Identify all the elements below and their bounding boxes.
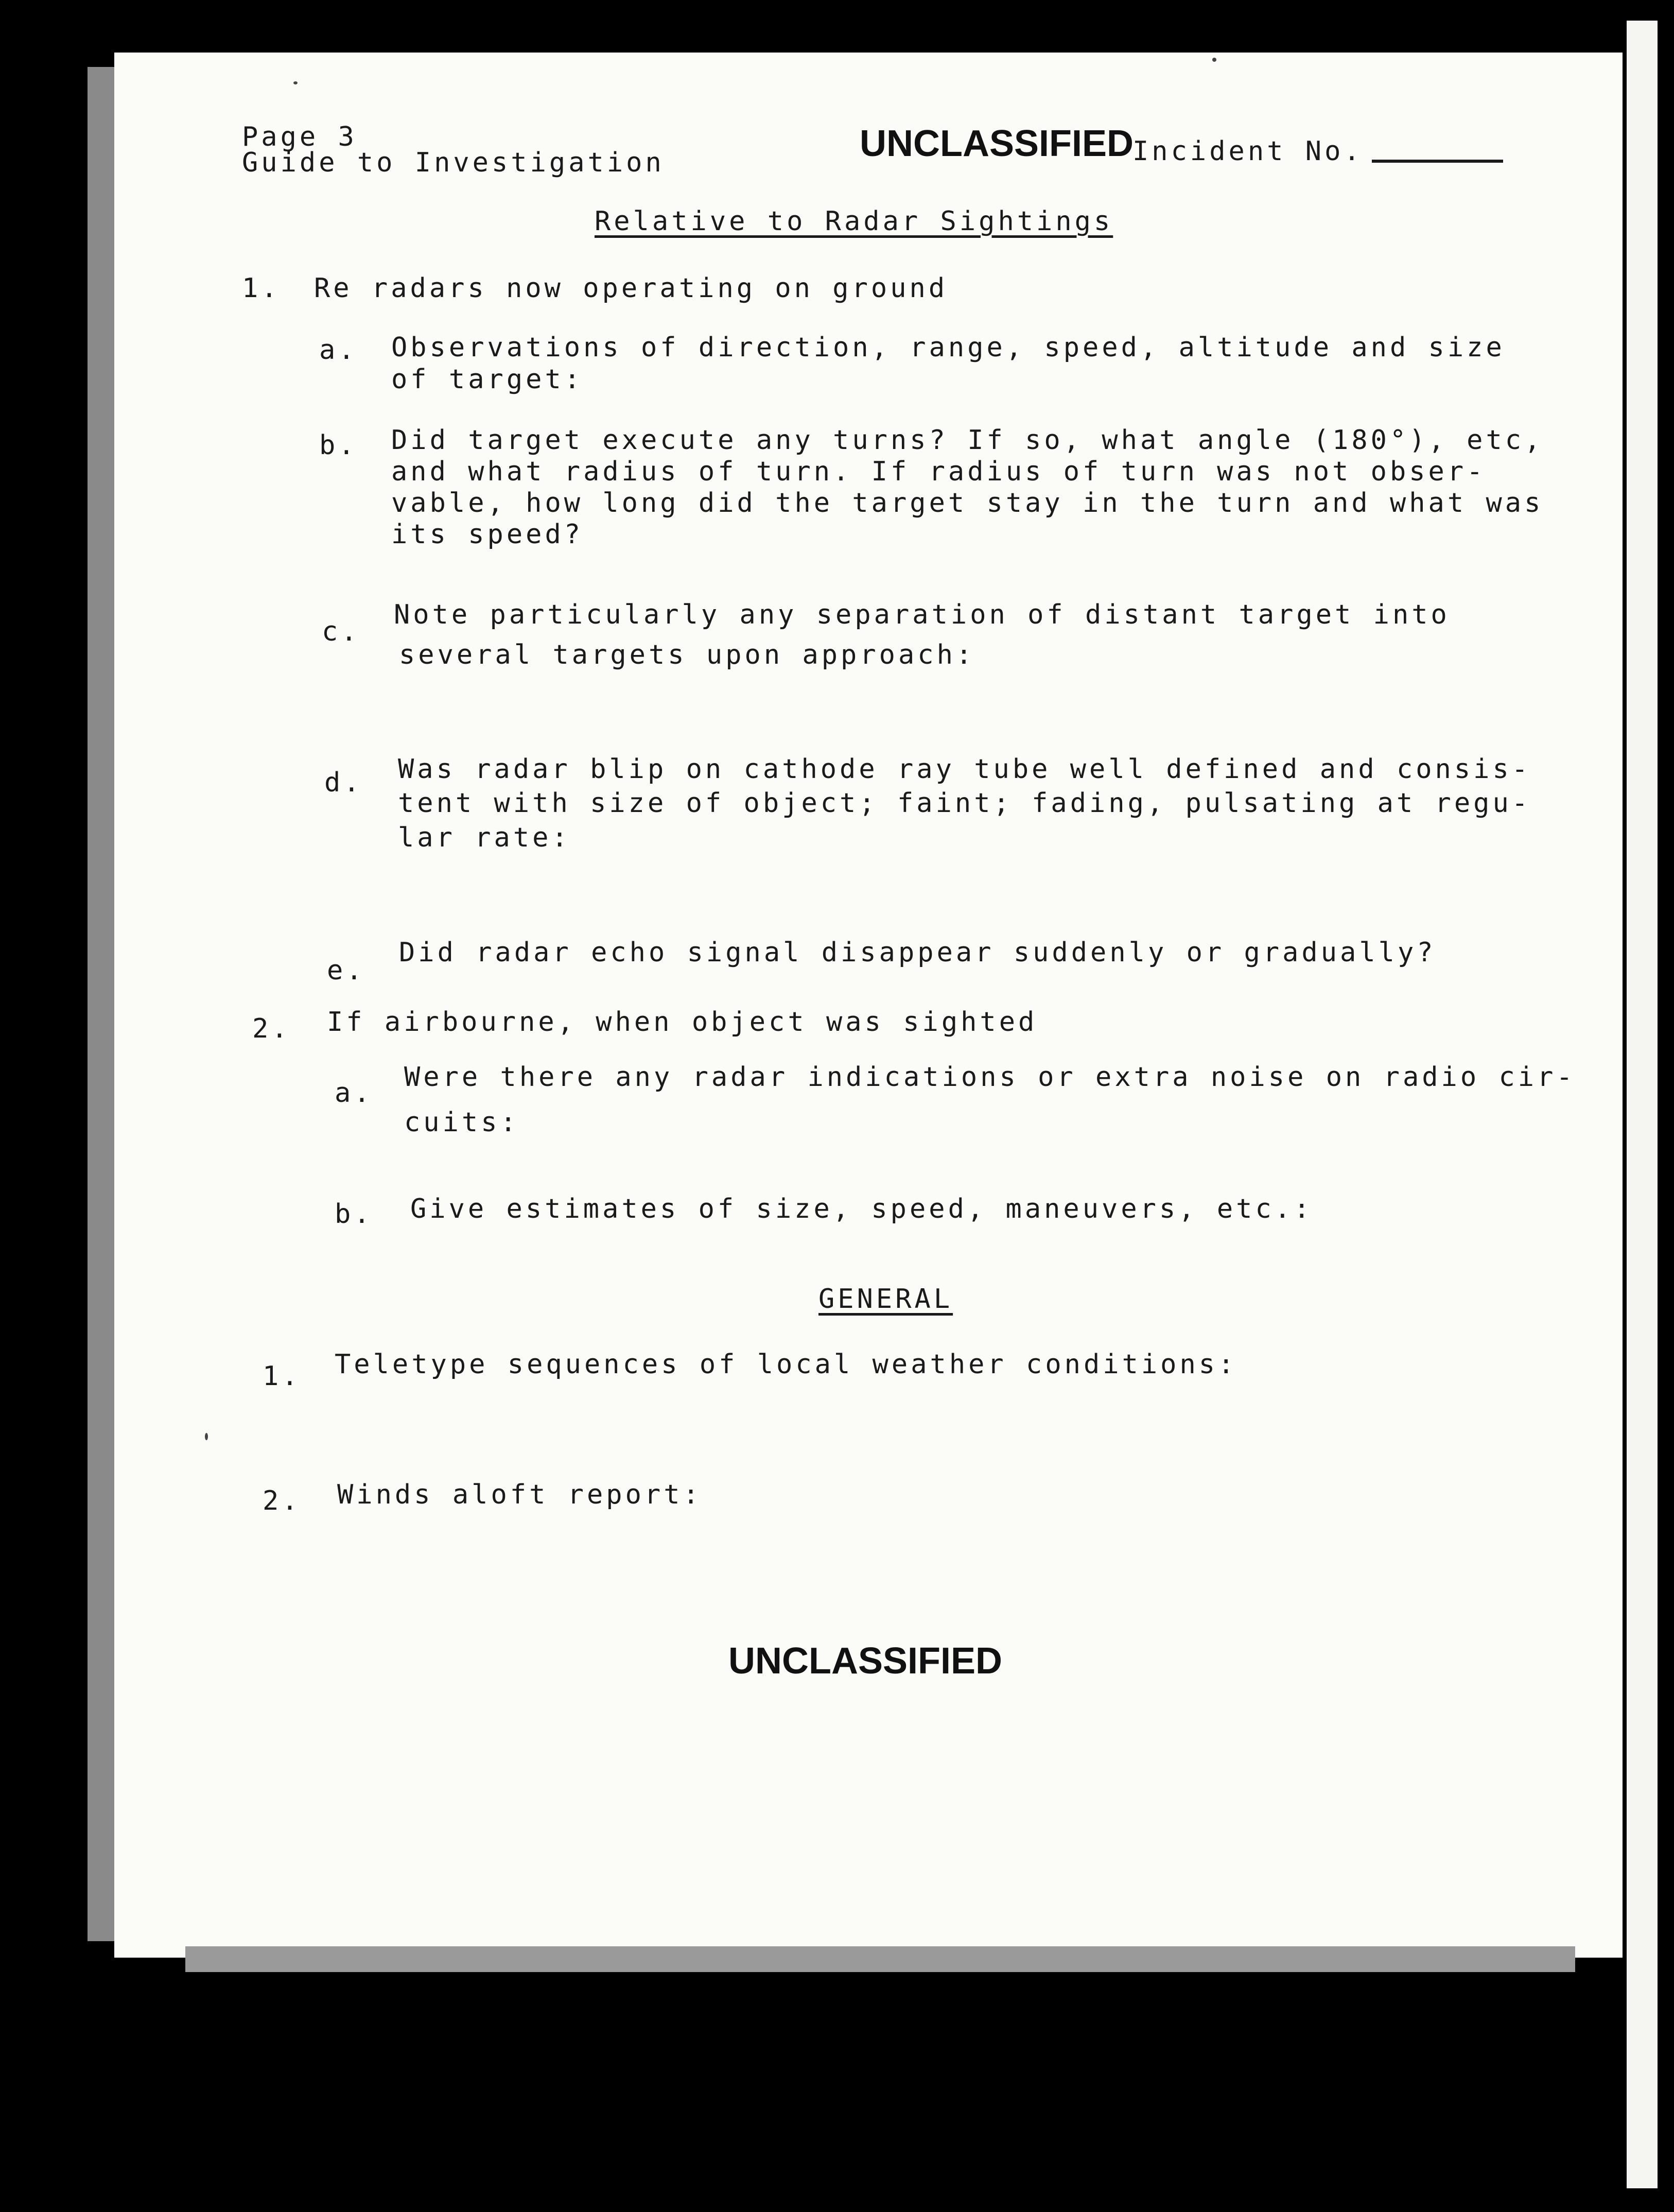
page-number: Page 3: [242, 122, 357, 152]
guide-title: Guide to Investigation: [242, 147, 665, 178]
subitem-line: and what radius of turn. If radius of turn was not obser-: [391, 456, 1486, 487]
item-text: Re radars now operating on ground: [314, 273, 948, 304]
subitem-letter: b.: [319, 430, 358, 461]
subitem-line: of target:: [391, 364, 584, 395]
item-number: 1.: [242, 273, 281, 304]
subitem-line: vable, how long did the target stay in the turn and what was: [391, 488, 1544, 519]
general-item-number: 1.: [263, 1361, 301, 1392]
subitem-line: Did target execute any turns? If so, what angle (180°), etc,: [391, 425, 1544, 456]
classification-stamp-top: UNCLASSIFIED: [860, 123, 1134, 164]
dust-speck: [1212, 58, 1216, 62]
subitem-letter: c.: [322, 616, 360, 647]
dust-speck: [293, 81, 298, 84]
subitem-line: Give estimates of size, speed, maneuvers, etc.:: [410, 1194, 1313, 1224]
general-section-title: GENERAL: [818, 1284, 953, 1315]
subitem-letter: d.: [324, 767, 363, 798]
subitem-line: Note particularly any separation of distant target into: [394, 599, 1450, 630]
general-item-text: Teletype sequences of local weather conditions:: [335, 1349, 1237, 1380]
dust-speck: [205, 1433, 208, 1440]
radar-section-title: Relative to Radar Sightings: [595, 206, 1113, 237]
classification-stamp-bottom: UNCLASSIFIED: [728, 1640, 1003, 1682]
subitem-line: Were there any radar indications or extra noise on radio cir-: [404, 1062, 1576, 1093]
subitem-line: tent with size of object; faint; fading, pulsating at regu-: [398, 788, 1531, 819]
general-item-number: 2.: [263, 1485, 301, 1516]
subitem-line: its speed?: [391, 519, 584, 550]
item-text: If airbourne, when object was sighted: [327, 1007, 1038, 1038]
subitem-line: cuits:: [404, 1107, 519, 1138]
subitem-letter: e.: [327, 955, 365, 986]
subitem-line: lar rate:: [398, 822, 571, 853]
subitem-line: several targets upon approach:: [399, 640, 975, 670]
incident-label: Incident No.: [1132, 136, 1363, 167]
item-number: 2.: [252, 1013, 291, 1044]
subitem-line: Did radar echo signal disappear suddenly or gradually?: [399, 937, 1436, 968]
subitem-letter: b.: [335, 1199, 373, 1230]
incident-number-blank: [1372, 160, 1503, 163]
subitem-letter: a.: [319, 335, 358, 366]
subitem-line: Observations of direction, range, speed, altitude and size: [391, 332, 1505, 363]
subitem-letter: a.: [335, 1078, 373, 1109]
subitem-line: Was radar blip on cathode ray tube well defined and consis-: [398, 754, 1531, 785]
general-item-text: Winds aloft report:: [337, 1479, 702, 1510]
